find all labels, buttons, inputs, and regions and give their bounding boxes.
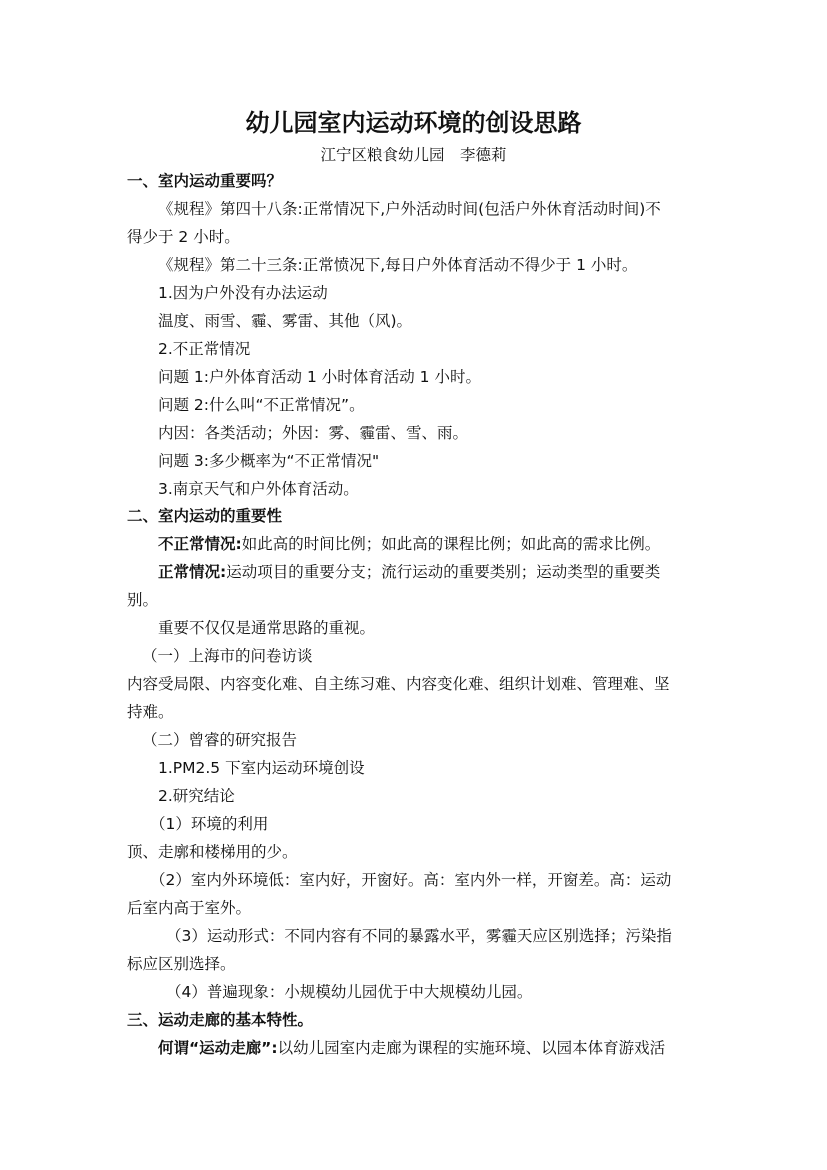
subsection-heading: （二）曾睿的研究报告 xyxy=(142,731,298,749)
paragraph-line: 温度、雨雪、霾、雾雷、其他（风)。 xyxy=(158,312,413,330)
paragraph-text: 如此高的时间比例；如此高的课程比例；如此高的需求比例。 xyxy=(241,535,661,553)
section-heading-2: 二、室内运动的重要性 xyxy=(127,507,283,525)
paragraph-line: 《规程》第二十三条:正常愤况下,每日户外体育活动不得少于 1 小时。 xyxy=(158,256,638,274)
list-item: （4）普遍现象：小规模幼儿园优于中大规模幼儿园。 xyxy=(166,983,533,1001)
paragraph-text: 以幼儿园室内走廊为课程的实施环境、以园本体育游戏活 xyxy=(277,1039,666,1057)
list-item: （1）环境的利用 xyxy=(150,815,269,833)
section-heading-3: 三、运动走廊的基本特性。 xyxy=(127,1011,314,1029)
paragraph-line: 顶、走廓和楼梯用的少。 xyxy=(127,843,298,861)
list-item: （3）运动形式：不同内容有不同的暴露水平，雾霾天应区别选择；污染指 xyxy=(166,927,672,945)
paragraph-line xyxy=(158,562,660,582)
paragraph-line: 问题 3:多少概率为“不正常情况" xyxy=(158,452,380,470)
paragraph-line: 内因：各类活动；外因：雾、霾雷、雪、雨。 xyxy=(158,424,469,442)
paragraph-text: 运动项目的重要分支；流行运动的重要类别；运动类型的重要类 xyxy=(226,563,661,581)
bold-lead: 不正常情况: xyxy=(158,535,242,553)
paragraph-line xyxy=(158,534,660,554)
paragraph-line: 重要不仅仅是通常思路的重视。 xyxy=(158,619,376,637)
subsection-heading: （一）上海市的问卷访谈 xyxy=(142,647,313,665)
paragraph-line: 得少于 2 小时。 xyxy=(127,228,240,246)
bold-lead: 何谓“运动走廊”: xyxy=(158,1039,278,1057)
paragraph-line: 内容受局限、内容变化难、自主练习难、内容变化难、组织计划难、管理难、坚 xyxy=(127,675,670,693)
list-item: 2.不正常情况 xyxy=(158,340,251,358)
list-item: 1.因为户外没有办法运动 xyxy=(158,284,328,302)
paragraph-line xyxy=(158,1038,665,1058)
paragraph-line: 《规程》第四十八条:正常情况下,户外活动时间(包活户外休育活动时间)不 xyxy=(158,200,661,218)
paragraph-line: 后室内高于室外。 xyxy=(127,899,252,917)
list-item: 2.研究结论 xyxy=(158,787,235,805)
list-item: （2）室内外环境低：室内好，开窗好。高：室内外一样，开窗差。高：运动 xyxy=(150,871,672,889)
paragraph-line: 问题 2:什么叫“不正常情况”。 xyxy=(158,396,365,414)
section-heading-1: 一、室内运动重要吗？ xyxy=(127,172,283,190)
bold-lead: 正常情况: xyxy=(158,563,227,581)
paragraph-line: 别。 xyxy=(127,591,159,609)
paragraph-line: 问题 1:户外体育活动 1 小时体育活动 1 小时。 xyxy=(158,368,481,386)
list-item: 1.PM2.5 下室内运动环境创设 xyxy=(158,759,365,777)
document-title: 幼儿园室内运动环境的创设思路 xyxy=(245,109,582,137)
list-item: 3.南京天气和户外体育活动。 xyxy=(158,480,359,498)
paragraph-line: 持难。 xyxy=(127,703,174,721)
paragraph-line: 标应区别选择。 xyxy=(127,955,236,973)
author-line: 江宁区粮食幼儿园 李德莉 xyxy=(320,146,507,164)
